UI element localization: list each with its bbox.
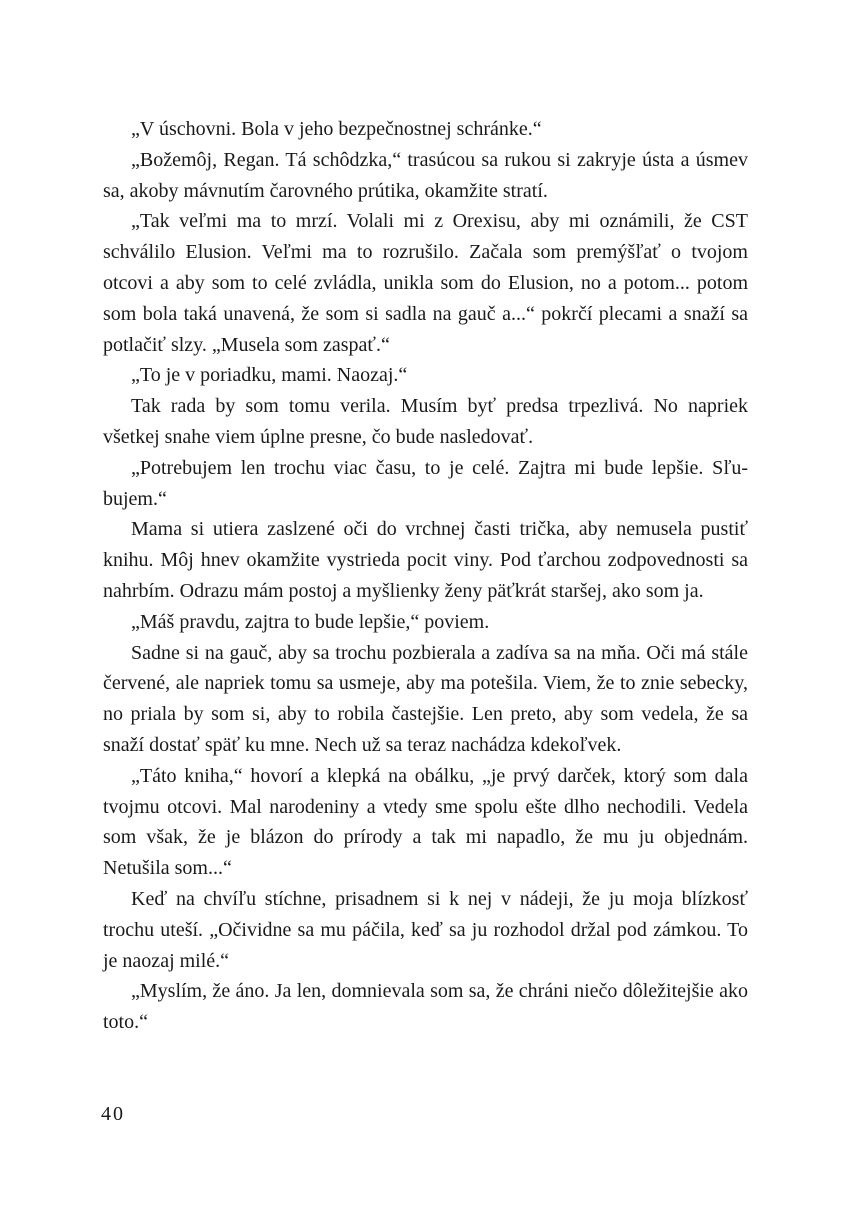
paragraph: „Potrebujem len trochu viac času, to je celé. Zajtra mi bude lepšie. Sľubujem.“ xyxy=(103,456,748,510)
page-number: 40 xyxy=(101,1103,125,1125)
paragraph: „Máš pravdu, zajtra to bude lepšie,“ poviem. xyxy=(131,610,490,633)
body-text xyxy=(103,114,748,1038)
paragraph: Tak rada by som tomu verila. Musím byť predsa trpezlivá. No napriek všetkej snahe viem úplne presne, čo bude nasledovať. xyxy=(103,395,748,448)
paragraph: „Božemôj, Regan. Tá schôdzka,“ trasúcou sa rukou si zakryje ústa a úsmev sa, akoby mávnutím čarovného prútika, okamžite stratí. xyxy=(103,148,748,202)
paragraph: „To je v poriadku, mami. Naozaj.“ xyxy=(131,364,408,387)
paragraph: „Myslím, že áno. Ja len, domnievala som sa, že chráni niečo dôležitejšie ako toto.“ xyxy=(103,980,748,1034)
paragraph: „V úschovni. Bola v jeho bezpečnostnej schránke.“ xyxy=(131,118,542,140)
paragraph: Keď na chvíľu stíchne, prisadnem si k nej v nádeji, že ju moja blízkosť trochu uteší. „Očividne sa mu páčila, keď sa ju rozhodol držal pod zámkou. To je naozaj milé.“ xyxy=(103,887,748,972)
paragraph: Mama si utiera zaslzené oči do vrchnej časti trička, aby nemusela pustiť knihu. Môj hnev okamžite vystrieda pocit viny. Pod ťarchou zodpovednosti sa nahrbím. Odrazu mám postoj a myšlienky ženy päťkrát staršej, ako som ja. xyxy=(103,518,748,602)
paragraph: Sadne si na gauč, aby sa trochu pozbierala a zadíva sa na mňa. Oči má stále červené, ale napriek tomu sa usmeje, aby ma potešila. Viem, že to znie sebecky, no priala by som si, aby to robila častejšie. Len preto, aby som vedela, že sa snaží dostať späť ku mne. Nech už sa teraz nachádza kdekoľvek. xyxy=(103,641,748,756)
paragraph: „Tak veľmi ma to mrzí. Volali mi z Orexisu, aby mi oznámili, že CST schválilo Elusion. Veľmi ma to rozrušilo. Začala som premýšľať o tvojom otcovi a aby som to celé zvládla, unikla som do Elusion, no a potom... potom som bola taká unavená, že som si sadla na gauč a...“ pokrčí plecami a snaží sa potlačiť slzy. „Musela som zaspať.“ xyxy=(103,210,748,356)
paragraph: „Táto kniha,“ hovorí a klepká na obálku, „je prvý darček, ktorý som dala tvojmu otcovi. Mal narodeniny a vtedy sme spolu ešte dlho nechodili. Vedela som však, že je blázon do prírody a tak mi napadlo, že mu ju objednám. Netušila som...“ xyxy=(103,764,748,880)
